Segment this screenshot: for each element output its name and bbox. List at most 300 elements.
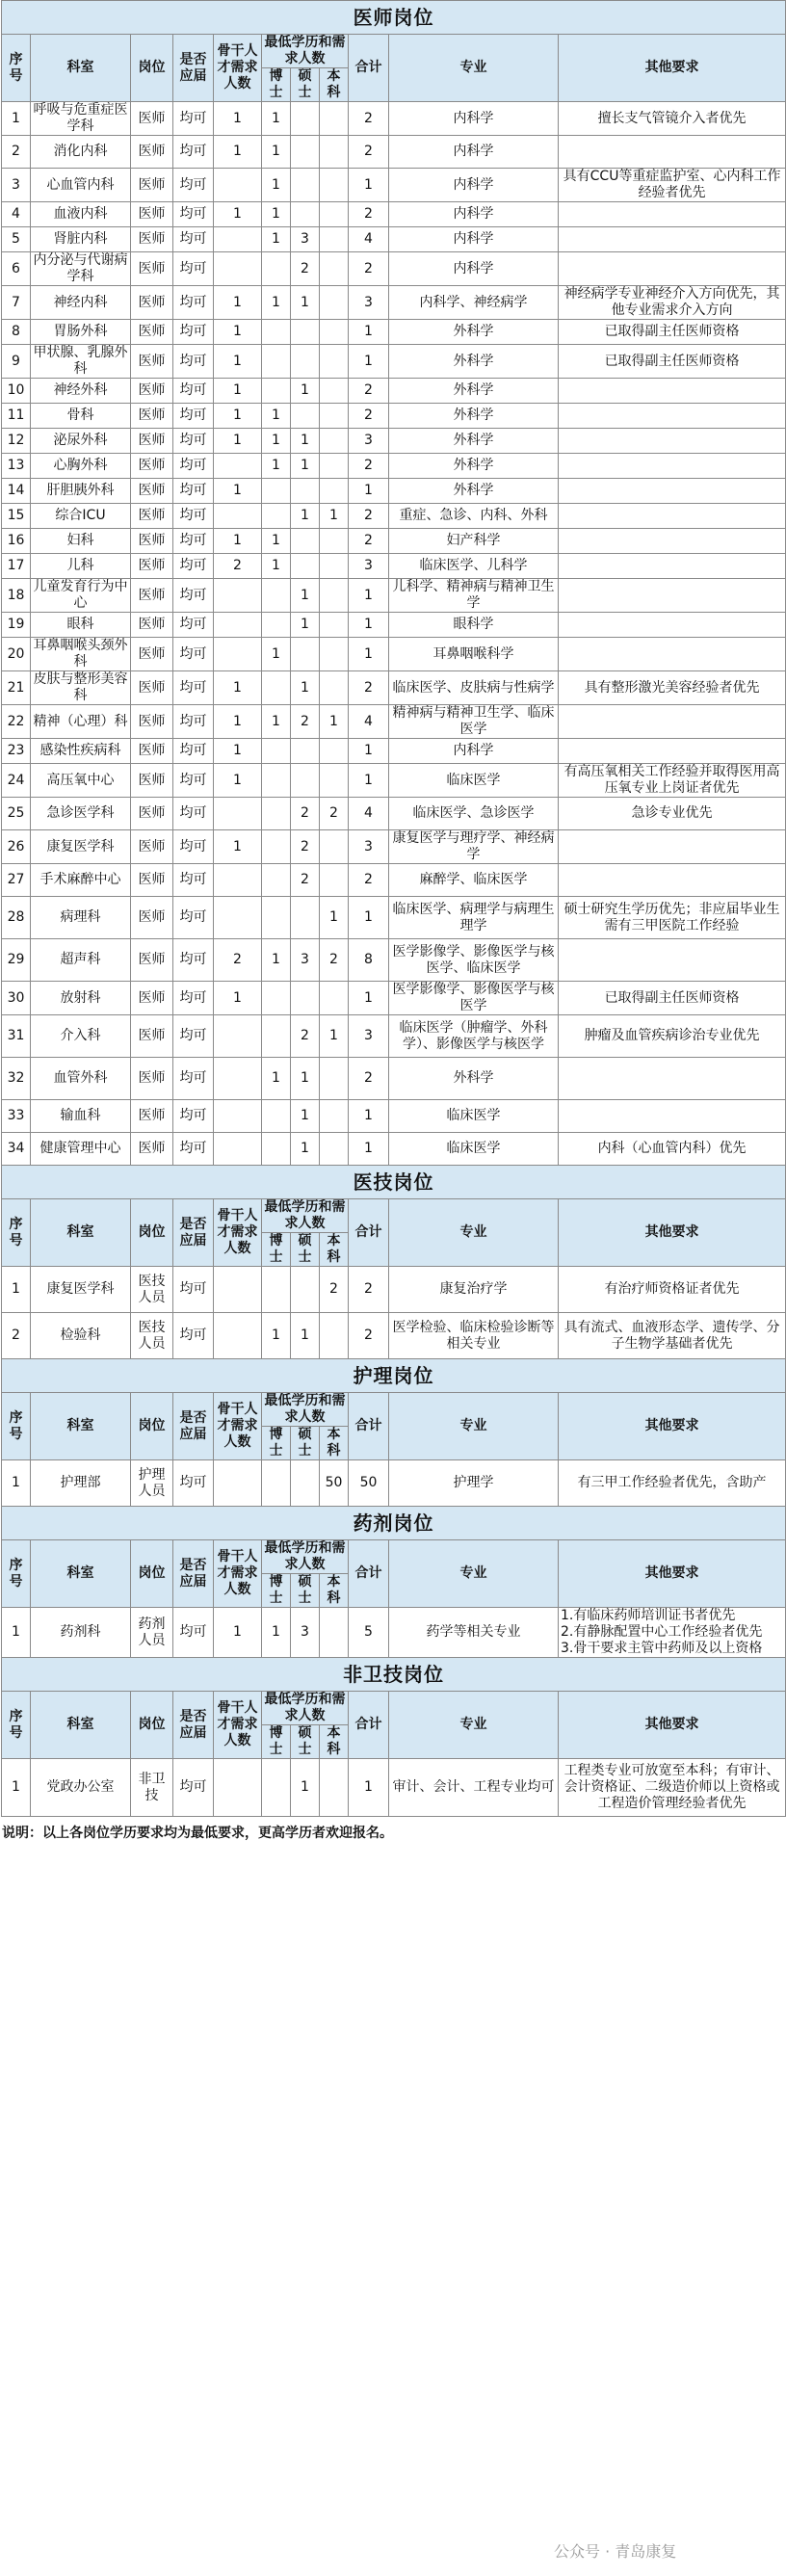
cell-phd: 1 bbox=[262, 1058, 291, 1100]
cell-post: 医师 bbox=[131, 864, 173, 897]
cell-bachelor bbox=[320, 227, 349, 252]
cell-seq: 24 bbox=[2, 764, 31, 798]
cell-major: 精神病与精神卫生学、临床医学 bbox=[389, 705, 559, 739]
cell-backbone: 1 bbox=[214, 1608, 262, 1658]
cell-post: 医师 bbox=[131, 504, 173, 529]
table-row bbox=[2, 227, 786, 252]
cell-major: 内科学 bbox=[389, 169, 559, 202]
cell-master: 1 bbox=[291, 579, 320, 613]
cell-phd bbox=[262, 252, 291, 286]
table-row bbox=[2, 202, 786, 227]
cell-other bbox=[559, 252, 786, 286]
cell-total: 2 bbox=[349, 136, 389, 169]
cell-phd: 1 bbox=[262, 136, 291, 169]
cell-bachelor bbox=[320, 613, 349, 638]
cell-post: 医师 bbox=[131, 479, 173, 504]
section-title-row bbox=[2, 1658, 786, 1692]
cell-fresh: 均可 bbox=[173, 830, 214, 864]
cell-backbone: 1 bbox=[214, 404, 262, 429]
cell-master: 1 bbox=[291, 454, 320, 479]
cell-major: 审计、会计、工程专业均可 bbox=[389, 1759, 559, 1817]
cell-major: 药学等相关专业 bbox=[389, 1608, 559, 1658]
cell-major: 眼科学 bbox=[389, 613, 559, 638]
cell-dept: 急诊医学科 bbox=[31, 798, 131, 830]
cell-phd: 1 bbox=[262, 939, 291, 982]
cell-dept: 健康管理中心 bbox=[31, 1133, 131, 1166]
cell-backbone bbox=[214, 252, 262, 286]
cell-major: 护理学 bbox=[389, 1460, 559, 1507]
cell-dept: 胃肠外科 bbox=[31, 320, 131, 345]
cell-total: 2 bbox=[349, 1267, 389, 1313]
cell-phd bbox=[262, 1267, 291, 1313]
cell-fresh: 均可 bbox=[173, 764, 214, 798]
cell-post: 医师 bbox=[131, 579, 173, 613]
cell-other bbox=[559, 638, 786, 671]
cell-seq: 6 bbox=[2, 252, 31, 286]
cell-master: 2 bbox=[291, 798, 320, 830]
cell-master: 3 bbox=[291, 939, 320, 982]
header-row bbox=[2, 1540, 786, 1574]
cell-dept: 泌尿外科 bbox=[31, 429, 131, 454]
cell-phd bbox=[262, 1460, 291, 1507]
cell-master bbox=[291, 102, 320, 136]
table-row bbox=[2, 102, 786, 136]
cell-backbone bbox=[214, 227, 262, 252]
cell-other bbox=[559, 404, 786, 429]
cell-major: 临床医学 bbox=[389, 764, 559, 798]
cell-dept: 妇科 bbox=[31, 529, 131, 554]
cell-other bbox=[559, 613, 786, 638]
cell-other bbox=[559, 1058, 786, 1100]
table-row bbox=[2, 638, 786, 671]
cell-post: 医师 bbox=[131, 429, 173, 454]
cell-seq: 34 bbox=[2, 1133, 31, 1166]
cell-post: 医师 bbox=[131, 320, 173, 345]
cell-other: 具有整形激光美容经验者优先 bbox=[559, 671, 786, 705]
header-post: 岗位 bbox=[131, 1199, 173, 1267]
cell-phd bbox=[262, 613, 291, 638]
cell-major: 外科学 bbox=[389, 320, 559, 345]
cell-bachelor bbox=[320, 1759, 349, 1817]
cell-other: 已取得副主任医师资格 bbox=[559, 320, 786, 345]
cell-seq: 18 bbox=[2, 579, 31, 613]
cell-major: 康复治疗学 bbox=[389, 1267, 559, 1313]
header-bachelor: 本科 bbox=[320, 1574, 349, 1608]
cell-fresh: 均可 bbox=[173, 379, 214, 404]
table-row bbox=[2, 320, 786, 345]
section-title: 药剂岗位 bbox=[2, 1507, 786, 1540]
header-other: 其他要求 bbox=[559, 1393, 786, 1460]
cell-backbone bbox=[214, 579, 262, 613]
table-row bbox=[2, 830, 786, 864]
cell-major: 内科学 bbox=[389, 202, 559, 227]
header-master: 硕士 bbox=[291, 68, 320, 102]
header-phd: 博士 bbox=[262, 1725, 291, 1759]
header-phd: 博士 bbox=[262, 1574, 291, 1608]
cell-dept: 感染性疾病科 bbox=[31, 739, 131, 764]
cell-backbone: 1 bbox=[214, 671, 262, 705]
cell-fresh: 均可 bbox=[173, 429, 214, 454]
cell-fresh: 均可 bbox=[173, 286, 214, 320]
header-minEdu: 最低学历和需求人数 bbox=[262, 1199, 349, 1233]
cell-backbone: 1 bbox=[214, 320, 262, 345]
cell-dept: 病理科 bbox=[31, 897, 131, 939]
header-other: 其他要求 bbox=[559, 1540, 786, 1608]
section-title: 非卫技岗位 bbox=[2, 1658, 786, 1692]
cell-other: 已取得副主任医师资格 bbox=[559, 345, 786, 379]
cell-backbone bbox=[214, 638, 262, 671]
cell-phd bbox=[262, 830, 291, 864]
cell-other: 具有流式、血液形态学、遗传学、分子生物学基础者优先 bbox=[559, 1313, 786, 1359]
cell-backbone bbox=[214, 504, 262, 529]
cell-seq: 33 bbox=[2, 1100, 31, 1133]
cell-seq: 28 bbox=[2, 897, 31, 939]
header-minEdu: 最低学历和需求人数 bbox=[262, 35, 349, 68]
table-row bbox=[2, 705, 786, 739]
cell-bachelor bbox=[320, 479, 349, 504]
cell-other: 内科（心血管内科）优先 bbox=[559, 1133, 786, 1166]
cell-dept: 综合ICU bbox=[31, 504, 131, 529]
cell-seq: 30 bbox=[2, 982, 31, 1015]
cell-total: 3 bbox=[349, 1015, 389, 1058]
cell-master: 1 bbox=[291, 1058, 320, 1100]
cell-bachelor bbox=[320, 529, 349, 554]
cell-bachelor: 2 bbox=[320, 798, 349, 830]
cell-other: 有治疗师资格证者优先 bbox=[559, 1267, 786, 1313]
cell-master bbox=[291, 897, 320, 939]
cell-seq: 1 bbox=[2, 102, 31, 136]
cell-other bbox=[559, 454, 786, 479]
cell-post: 医师 bbox=[131, 136, 173, 169]
cell-backbone: 1 bbox=[214, 764, 262, 798]
cell-total: 4 bbox=[349, 227, 389, 252]
cell-fresh: 均可 bbox=[173, 897, 214, 939]
cell-fresh: 均可 bbox=[173, 613, 214, 638]
cell-other: 具有CCU等重症监护室、心内科工作经验者优先 bbox=[559, 169, 786, 202]
cell-other bbox=[559, 504, 786, 529]
cell-phd: 1 bbox=[262, 227, 291, 252]
cell-major: 内科学、神经病学 bbox=[389, 286, 559, 320]
cell-post: 医师 bbox=[131, 982, 173, 1015]
cell-fresh: 均可 bbox=[173, 638, 214, 671]
cell-total: 2 bbox=[349, 102, 389, 136]
cell-bachelor bbox=[320, 286, 349, 320]
cell-major: 临床医学、皮肤病与性病学 bbox=[389, 671, 559, 705]
cell-seq: 22 bbox=[2, 705, 31, 739]
table-row bbox=[2, 1267, 786, 1313]
table-row bbox=[2, 579, 786, 613]
table-row bbox=[2, 252, 786, 286]
cell-total: 3 bbox=[349, 429, 389, 454]
cell-master bbox=[291, 345, 320, 379]
header-minEdu: 最低学历和需求人数 bbox=[262, 1540, 349, 1574]
cell-backbone bbox=[214, 1058, 262, 1100]
cell-total: 2 bbox=[349, 454, 389, 479]
header-seq: 序号 bbox=[2, 1540, 31, 1608]
section-title-row bbox=[2, 1507, 786, 1540]
cell-phd bbox=[262, 1759, 291, 1817]
table-row bbox=[2, 529, 786, 554]
cell-backbone bbox=[214, 1759, 262, 1817]
cell-bachelor bbox=[320, 638, 349, 671]
cell-major: 医学影像学、影像医学与核医学、临床医学 bbox=[389, 939, 559, 982]
cell-other bbox=[559, 579, 786, 613]
header-master: 硕士 bbox=[291, 1574, 320, 1608]
cell-other: 工程类专业可放宽至本科；有审计、会计资格证、二级造价师以上资格或工程造价管理经验者优先 bbox=[559, 1759, 786, 1817]
cell-post: 医技人员 bbox=[131, 1267, 173, 1313]
cell-seq: 1 bbox=[2, 1460, 31, 1507]
cell-post: 药剂人员 bbox=[131, 1608, 173, 1658]
table-row bbox=[2, 739, 786, 764]
cell-master bbox=[291, 638, 320, 671]
cell-dept: 护理部 bbox=[31, 1460, 131, 1507]
cell-dept: 内分泌与代谢病学科 bbox=[31, 252, 131, 286]
cell-backbone: 1 bbox=[214, 136, 262, 169]
cell-fresh: 均可 bbox=[173, 1058, 214, 1100]
cell-master: 1 bbox=[291, 671, 320, 705]
cell-phd: 1 bbox=[262, 202, 291, 227]
cell-major: 重症、急诊、内科、外科 bbox=[389, 504, 559, 529]
cell-phd bbox=[262, 798, 291, 830]
cell-bachelor bbox=[320, 554, 349, 579]
cell-post: 医师 bbox=[131, 705, 173, 739]
section-title-row bbox=[2, 1, 786, 35]
cell-post: 非卫技 bbox=[131, 1759, 173, 1817]
table-row bbox=[2, 379, 786, 404]
cell-fresh: 均可 bbox=[173, 939, 214, 982]
cell-post: 医师 bbox=[131, 638, 173, 671]
cell-phd: 1 bbox=[262, 454, 291, 479]
cell-total: 3 bbox=[349, 554, 389, 579]
cell-other: 有高压氧相关工作经验并取得医用高压氧专业上岗证者优先 bbox=[559, 764, 786, 798]
header-backbone: 骨干人才需求人数 bbox=[214, 1692, 262, 1759]
cell-bachelor bbox=[320, 102, 349, 136]
cell-phd bbox=[262, 864, 291, 897]
cell-bachelor: 1 bbox=[320, 1015, 349, 1058]
cell-major: 临床医学、病理学与病理生理学 bbox=[389, 897, 559, 939]
cell-major: 临床医学、急诊医学 bbox=[389, 798, 559, 830]
recruitment-table bbox=[1, 0, 786, 1817]
table-row bbox=[2, 1313, 786, 1359]
cell-dept: 儿科 bbox=[31, 554, 131, 579]
cell-dept: 肾脏内科 bbox=[31, 227, 131, 252]
cell-dept: 高压氧中心 bbox=[31, 764, 131, 798]
cell-seq: 32 bbox=[2, 1058, 31, 1100]
cell-bachelor bbox=[320, 429, 349, 454]
cell-dept: 心胸外科 bbox=[31, 454, 131, 479]
cell-phd: 1 bbox=[262, 429, 291, 454]
cell-master: 2 bbox=[291, 252, 320, 286]
cell-dept: 骨科 bbox=[31, 404, 131, 429]
cell-fresh: 均可 bbox=[173, 1133, 214, 1166]
table-row bbox=[2, 1608, 786, 1658]
cell-backbone bbox=[214, 169, 262, 202]
cell-major: 外科学 bbox=[389, 429, 559, 454]
cell-bachelor bbox=[320, 579, 349, 613]
section-title: 医技岗位 bbox=[2, 1166, 786, 1199]
cell-major: 临床医学 bbox=[389, 1100, 559, 1133]
cell-post: 医师 bbox=[131, 454, 173, 479]
cell-seq: 1 bbox=[2, 1608, 31, 1658]
cell-bachelor bbox=[320, 252, 349, 286]
cell-major: 内科学 bbox=[389, 102, 559, 136]
cell-major: 内科学 bbox=[389, 739, 559, 764]
header-other: 其他要求 bbox=[559, 1692, 786, 1759]
cell-total: 3 bbox=[349, 286, 389, 320]
cell-dept: 超声科 bbox=[31, 939, 131, 982]
header-bachelor: 本科 bbox=[320, 1233, 349, 1267]
cell-seq: 3 bbox=[2, 169, 31, 202]
cell-major: 外科学 bbox=[389, 404, 559, 429]
table-row bbox=[2, 1015, 786, 1058]
cell-backbone: 1 bbox=[214, 479, 262, 504]
cell-fresh: 均可 bbox=[173, 136, 214, 169]
header-bachelor: 本科 bbox=[320, 1427, 349, 1460]
cell-master bbox=[291, 1460, 320, 1507]
cell-backbone bbox=[214, 1133, 262, 1166]
cell-major: 外科学 bbox=[389, 479, 559, 504]
cell-dept: 放射科 bbox=[31, 982, 131, 1015]
cell-other bbox=[559, 136, 786, 169]
table-row bbox=[2, 897, 786, 939]
cell-other bbox=[559, 554, 786, 579]
cell-total: 2 bbox=[349, 864, 389, 897]
cell-backbone: 1 bbox=[214, 982, 262, 1015]
header-other: 其他要求 bbox=[559, 35, 786, 102]
table-row bbox=[2, 764, 786, 798]
table-row bbox=[2, 1460, 786, 1507]
cell-seq: 27 bbox=[2, 864, 31, 897]
cell-bachelor: 1 bbox=[320, 705, 349, 739]
cell-backbone bbox=[214, 613, 262, 638]
table-row bbox=[2, 169, 786, 202]
cell-total: 1 bbox=[349, 345, 389, 379]
cell-fresh: 均可 bbox=[173, 982, 214, 1015]
cell-dept: 药剂科 bbox=[31, 1608, 131, 1658]
cell-backbone bbox=[214, 798, 262, 830]
cell-major: 内科学 bbox=[389, 252, 559, 286]
cell-total: 4 bbox=[349, 798, 389, 830]
cell-phd: 1 bbox=[262, 529, 291, 554]
section-title: 医师岗位 bbox=[2, 1, 786, 35]
cell-total: 1 bbox=[349, 1100, 389, 1133]
header-other: 其他要求 bbox=[559, 1199, 786, 1267]
cell-phd bbox=[262, 320, 291, 345]
header-post: 岗位 bbox=[131, 1540, 173, 1608]
cell-bachelor: 50 bbox=[320, 1460, 349, 1507]
cell-major: 医学检验、临床检验诊断等相关专业 bbox=[389, 1313, 559, 1359]
header-backbone: 骨干人才需求人数 bbox=[214, 1393, 262, 1460]
cell-seq: 17 bbox=[2, 554, 31, 579]
cell-master bbox=[291, 320, 320, 345]
cell-master: 1 bbox=[291, 1133, 320, 1166]
header-post: 岗位 bbox=[131, 1692, 173, 1759]
header-row bbox=[2, 1199, 786, 1233]
cell-other bbox=[559, 1100, 786, 1133]
cell-phd: 1 bbox=[262, 286, 291, 320]
cell-major: 康复医学与理疗学、神经病学 bbox=[389, 830, 559, 864]
cell-post: 医师 bbox=[131, 897, 173, 939]
header-dept: 科室 bbox=[31, 1540, 131, 1608]
cell-fresh: 均可 bbox=[173, 202, 214, 227]
cell-total: 2 bbox=[349, 252, 389, 286]
cell-master: 3 bbox=[291, 227, 320, 252]
cell-backbone: 1 bbox=[214, 705, 262, 739]
table-row bbox=[2, 864, 786, 897]
cell-master: 2 bbox=[291, 830, 320, 864]
cell-other: 已取得副主任医师资格 bbox=[559, 982, 786, 1015]
cell-backbone: 1 bbox=[214, 202, 262, 227]
cell-phd bbox=[262, 739, 291, 764]
cell-backbone: 1 bbox=[214, 379, 262, 404]
cell-major: 外科学 bbox=[389, 379, 559, 404]
cell-backbone: 1 bbox=[214, 102, 262, 136]
header-dept: 科室 bbox=[31, 1199, 131, 1267]
cell-other bbox=[559, 479, 786, 504]
cell-other: 肿瘤及血管疾病诊治专业优先 bbox=[559, 1015, 786, 1058]
cell-master: 1 bbox=[291, 1100, 320, 1133]
cell-major: 外科学 bbox=[389, 345, 559, 379]
cell-major: 儿科学、精神病与精神卫生学 bbox=[389, 579, 559, 613]
cell-major: 内科学 bbox=[389, 227, 559, 252]
cell-dept: 甲状腺、乳腺外科 bbox=[31, 345, 131, 379]
table-row bbox=[2, 671, 786, 705]
cell-backbone: 1 bbox=[214, 345, 262, 379]
cell-post: 医师 bbox=[131, 1015, 173, 1058]
cell-post: 医师 bbox=[131, 227, 173, 252]
cell-major: 临床医学 bbox=[389, 1133, 559, 1166]
cell-post: 医技人员 bbox=[131, 1313, 173, 1359]
cell-fresh: 均可 bbox=[173, 169, 214, 202]
cell-dept: 血液内科 bbox=[31, 202, 131, 227]
footnote: 说明：以上各岗位学历要求均为最低要求，更高学历者欢迎报名。 bbox=[2, 1826, 393, 1841]
cell-total: 1 bbox=[349, 169, 389, 202]
cell-total: 2 bbox=[349, 671, 389, 705]
cell-phd bbox=[262, 1100, 291, 1133]
cell-phd bbox=[262, 982, 291, 1015]
cell-dept: 血管外科 bbox=[31, 1058, 131, 1100]
cell-fresh: 均可 bbox=[173, 671, 214, 705]
cell-master bbox=[291, 136, 320, 169]
cell-bachelor bbox=[320, 1313, 349, 1359]
cell-dept: 呼吸与危重症医学科 bbox=[31, 102, 131, 136]
cell-dept: 党政办公室 bbox=[31, 1759, 131, 1817]
header-fresh: 是否应届 bbox=[173, 1199, 214, 1267]
cell-dept: 眼科 bbox=[31, 613, 131, 638]
cell-post: 医师 bbox=[131, 169, 173, 202]
cell-fresh: 均可 bbox=[173, 1015, 214, 1058]
cell-backbone: 1 bbox=[214, 529, 262, 554]
cell-dept: 精神（心理）科 bbox=[31, 705, 131, 739]
cell-post: 医师 bbox=[131, 671, 173, 705]
cell-seq: 21 bbox=[2, 671, 31, 705]
cell-seq: 19 bbox=[2, 613, 31, 638]
cell-fresh: 均可 bbox=[173, 1313, 214, 1359]
cell-seq: 10 bbox=[2, 379, 31, 404]
cell-bachelor bbox=[320, 169, 349, 202]
cell-major: 外科学 bbox=[389, 1058, 559, 1100]
cell-bachelor bbox=[320, 454, 349, 479]
table-row bbox=[2, 454, 786, 479]
cell-seq: 16 bbox=[2, 529, 31, 554]
cell-major: 耳鼻咽喉科学 bbox=[389, 638, 559, 671]
cell-bachelor bbox=[320, 379, 349, 404]
header-fresh: 是否应届 bbox=[173, 1540, 214, 1608]
cell-other: 擅长支气管镜介入者优先 bbox=[559, 102, 786, 136]
table-row bbox=[2, 982, 786, 1015]
header-seq: 序号 bbox=[2, 35, 31, 102]
header-backbone: 骨干人才需求人数 bbox=[214, 35, 262, 102]
